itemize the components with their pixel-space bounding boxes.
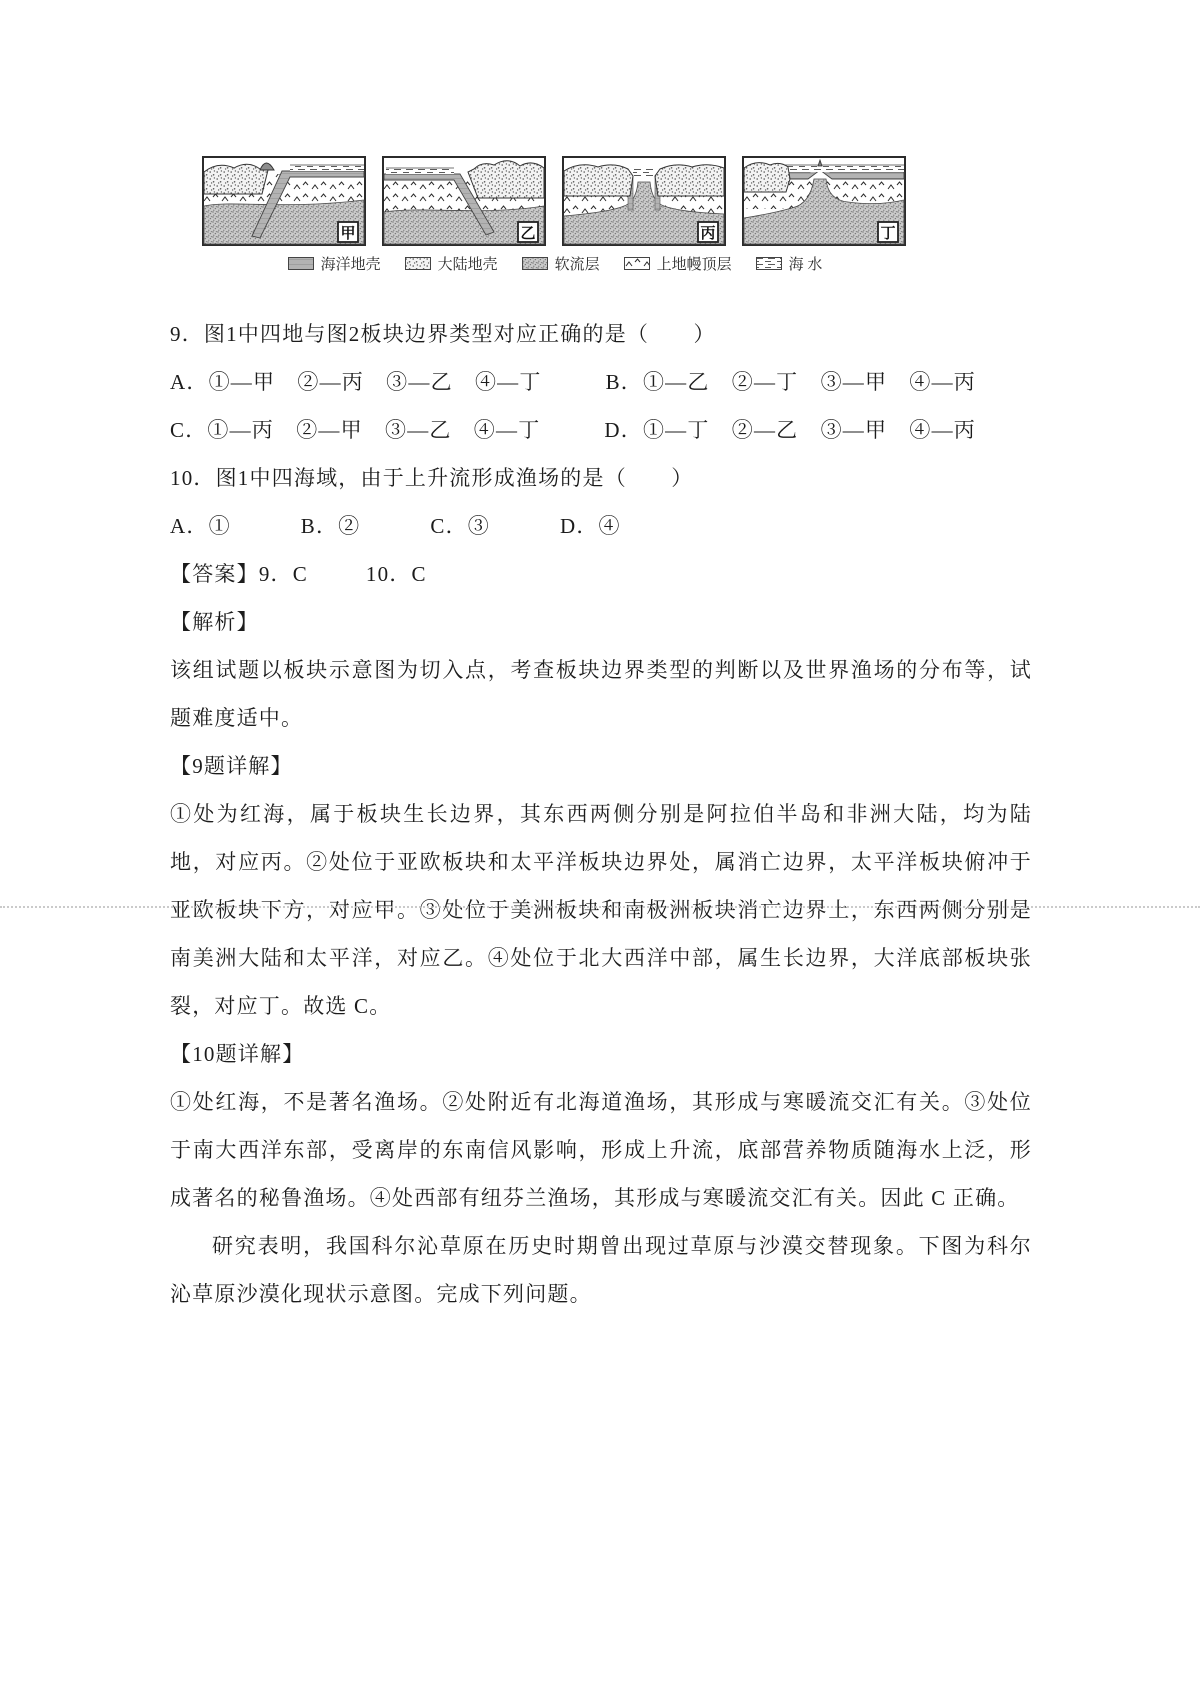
question-9-options-row-2 <box>170 406 1032 454</box>
legend-label: 上地幔顶层 <box>656 257 732 273</box>
answer-q10: 10．C <box>365 562 427 586</box>
answer-label: 【答案】 <box>170 562 259 586</box>
panel-label-bing: 丙 <box>700 226 716 242</box>
analysis-q10-detail: ①处红海，不是著名渔场。②处附近有北海道渔场，其形成与寒暖流交汇有关。③处位于南大西洋东部，受离岸的东南信风影响，形成上升流，底部营养物质随海水上泛，形成著名的秘鲁渔场。④处西部有纽芬兰渔场，其形成与寒暖流交汇有关。因此 C 正确。 <box>170 1090 1032 1210</box>
continental-crust-swatch-icon <box>405 257 431 270</box>
legend-label: 软流层 <box>554 257 600 273</box>
legend-label: 大陆地壳 <box>437 257 498 273</box>
panel-label-ding: 丁 <box>880 226 896 242</box>
question-9-options-row-1 <box>170 358 1032 406</box>
question-9-option-b: B．①—乙 ②—丁 ③—甲 ④—丙 <box>605 370 976 394</box>
analysis-q10-header: 【10题详解】 <box>170 1042 305 1066</box>
asthenosphere-swatch-icon <box>522 257 548 270</box>
question-9-option-d: D．①—丁 ②—乙 ③—甲 ④—丙 <box>604 418 976 442</box>
analysis-overview: 该组试题以板块示意图为切入点，考查板块边界类型的判断以及世界渔场的分布等，试题难度适中。 <box>170 658 1032 730</box>
diagram-panels <box>202 156 908 246</box>
legend-label: 海 水 <box>788 257 823 273</box>
question-10-option-b: B．② <box>300 514 361 538</box>
document-body <box>170 310 1032 1318</box>
question-10-stem: 10．图1中四海域，由于上升流形成渔场的是（ ） <box>170 466 694 490</box>
legend-label: 海洋地壳 <box>320 257 381 273</box>
plate-diagram-ding-image <box>742 156 906 246</box>
page-break-dotted-line <box>0 906 1200 908</box>
question-10-option-a: A．① <box>170 514 231 538</box>
legend-item-oceanic-crust <box>288 253 381 274</box>
oceanic-crust-swatch-icon <box>288 257 314 270</box>
figure-legend <box>202 253 908 274</box>
legend-item-upper-mantle-top <box>624 253 732 274</box>
legend-item-continental-crust <box>405 253 498 274</box>
panel-label-yi: 乙 <box>520 226 536 242</box>
panel-label-jia: 甲 <box>340 226 356 242</box>
legend-item-asthenosphere <box>522 253 600 274</box>
question-9-stem: 9．图1中四地与图2板块边界类型对应正确的是（ ） <box>170 322 716 346</box>
upper-mantle-top-swatch-icon <box>624 257 650 270</box>
plate-boundary-figure <box>202 156 908 274</box>
answer-row <box>170 550 1032 598</box>
question-10-option-c: C．③ <box>430 514 490 538</box>
analysis-header: 【解析】 <box>170 610 259 634</box>
plate-diagram-bing-image <box>562 156 726 246</box>
analysis-q9-detail: ①处为红海，属于板块生长边界，其东西两侧分别是阿拉伯半岛和非洲大陆，均为陆地，对应丙。②处位于亚欧板块和太平洋板块边界处，属消亡边界，太平洋板块俯冲于亚欧板块下方，对应甲。③处位于美洲板块和南极洲板块消亡边界上，东西两侧分别是南美洲大陆和太平洋，对应乙。④处位于北大西洋中部，属生长边界，大洋底部板块张裂，对应丁。故选 C。 <box>170 802 1032 1018</box>
sea-water-swatch-icon <box>756 257 782 270</box>
plate-diagram-yi <box>382 156 546 246</box>
next-passage: 研究表明，我国科尔沁草原在历史时期曾出现过草原与沙漠交替现象。下图为科尔沁草原沙漠化现状示意图。完成下列问题。 <box>170 1234 1032 1306</box>
legend-item-sea-water <box>756 253 823 274</box>
question-10-option-d: D．④ <box>559 514 621 538</box>
plate-diagram-yi-image <box>382 156 546 246</box>
plate-diagram-bing <box>562 156 726 246</box>
plate-diagram-jia-image <box>202 156 366 246</box>
answer-q9: 9．C <box>258 562 308 586</box>
question-9-option-c: C．①—丙 ②—甲 ③—乙 ④—丁 <box>170 418 541 442</box>
question-10-options-row <box>170 502 1032 550</box>
plate-diagram-jia <box>202 156 366 246</box>
analysis-q9-header: 【9题详解】 <box>170 754 293 778</box>
plate-diagram-ding <box>742 156 906 246</box>
question-9-option-a: A．①—甲 ②—丙 ③—乙 ④—丁 <box>170 370 542 394</box>
